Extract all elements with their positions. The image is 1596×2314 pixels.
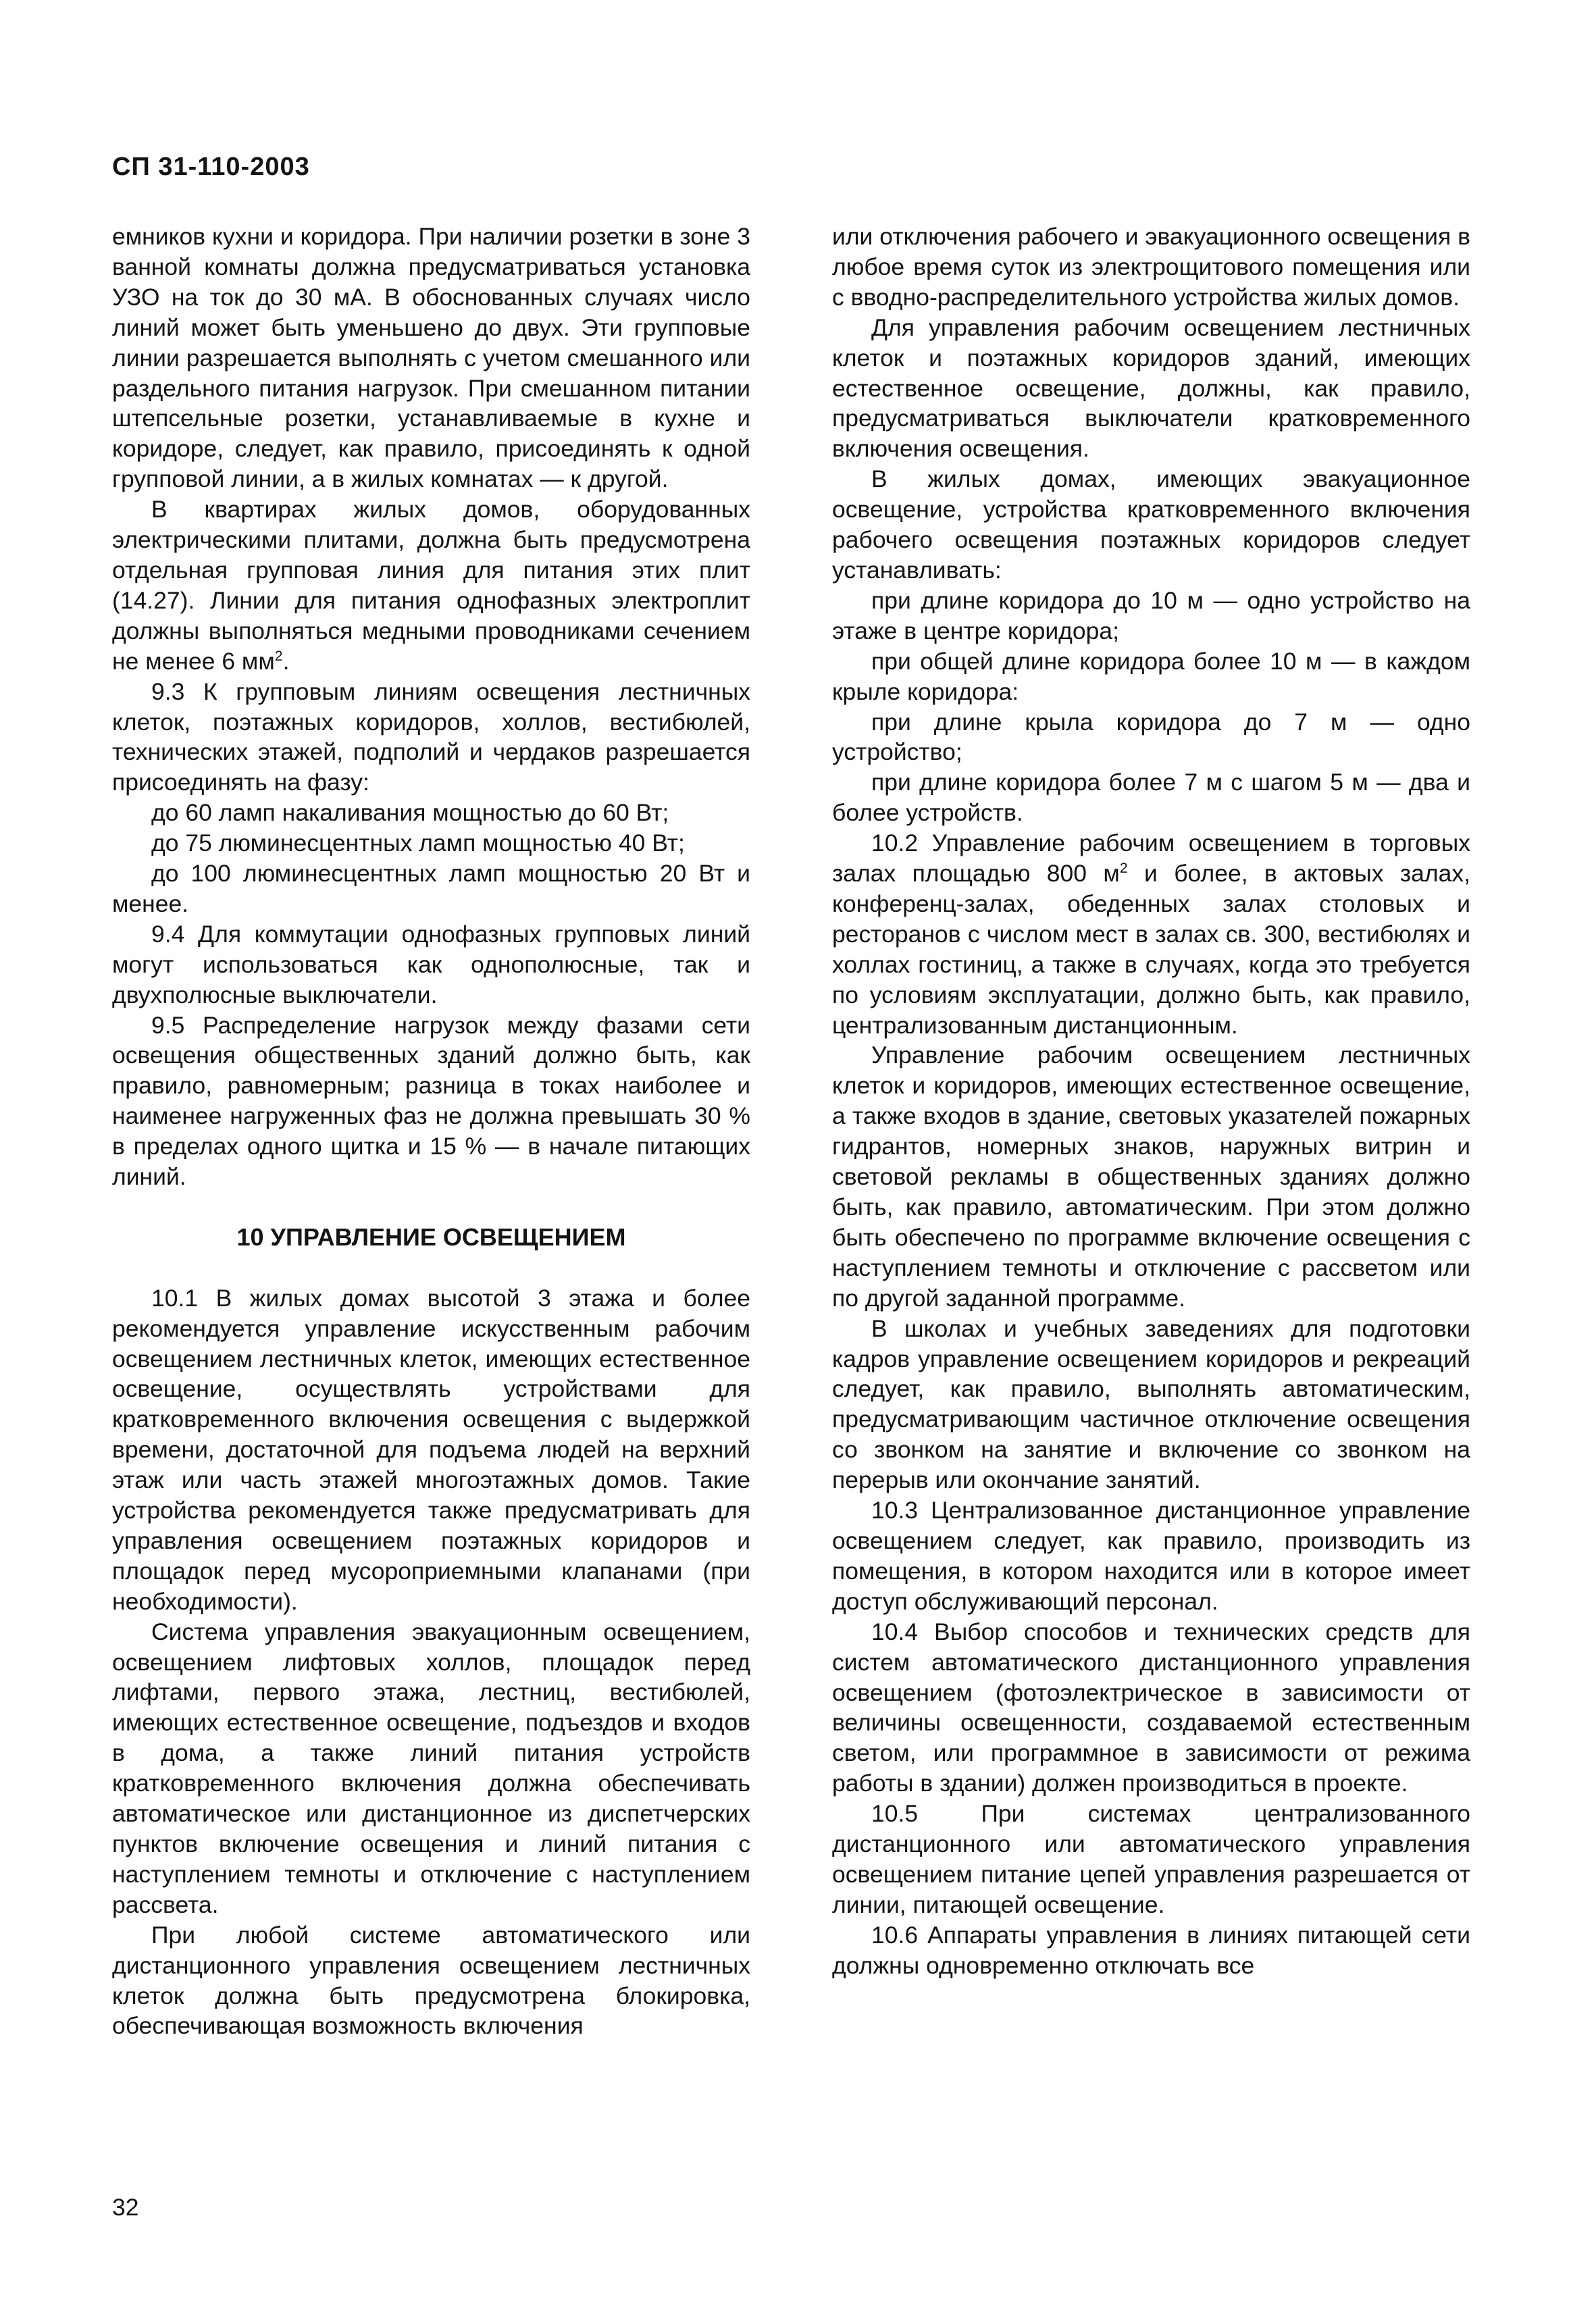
superscript: 2 xyxy=(274,647,283,664)
left-column xyxy=(112,222,750,2041)
paragraph: В школах и учебных заведениях для подготовки кадров управление освещением коридоров и рекреаций следует, как правило, выполнять автоматическим, предусматривающим частичное отключение освещения со звонком на занятие и включение со звонком на перерыв или окончание занятий. xyxy=(832,1314,1470,1494)
paragraph: или отключения рабочего и эвакуационного освещения в любое время суток из электрощитового помещения или с вводно-распределительного устройства жилых домов. xyxy=(832,223,1470,311)
paragraph-text: и более, в актовых залах, конференц-залах, обеденных залах столовых и ресторанов с числом мест в залах св. 300, вестибюлях и холлах гостиниц, а также в случаях, когда это требуется по условиям эксплуатации, должно быть, как правило, централизованным дистанционным. xyxy=(832,860,1471,1039)
list-item: до 75 люминесцентных ламп мощностью 40 Вт; xyxy=(151,829,685,857)
list-item: до 100 люминесцентных ламп мощностью 20 Вт и менее. xyxy=(112,860,750,917)
right-column xyxy=(832,222,1470,1981)
paragraph: 10.5 При системах централизованного дистанционного или автоматического управления освещением питание цепей управления разрешается от линии, питающей освещение. xyxy=(832,1800,1470,1918)
section-heading: 10 УПРАВЛЕНИЕ ОСВЕЩЕНИЕМ xyxy=(236,1223,626,1251)
list-item: при общей длине коридора более 10 м — в каждом крыле коридора: xyxy=(832,647,1470,705)
list-item: до 60 ламп накаливания мощностью до 60 Вт; xyxy=(151,799,669,827)
page-number: 32 xyxy=(112,2194,139,2221)
paragraph-text: В квартирах жилых домов, оборудованных электрическими плитами, должна быть предусмотрена отдельная групповая линия для питания этих плит (14.27). Линии для питания однофазных электроплит должны выполняться медными проводниками сечением не менее 6 мм xyxy=(112,496,750,675)
superscript: 2 xyxy=(1119,860,1128,877)
paragraph: 9.5 Распределение нагрузок между фазами сети освещения общественных зданий должно быть, как правило, равномерным; разница в токах наиболее и наименее нагруженных фаз не должна превышать 30 % в пределах одного щитка и 15 % — в начале питающих линий. xyxy=(112,1011,750,1191)
paragraph: 10.6 Аппараты управления в линиях питающей сети должны одновременно отключать все xyxy=(832,1921,1470,1979)
list-item: при длине коридора более 7 м с шагом 5 м — два и более устройств. xyxy=(832,769,1470,827)
paragraph: В квартирах жилых домов, оборудованных электрическими плитами, должна быть предусмотрена отдельная групповая линия для питания этих плит (14.27). Линии для питания однофазных электроплит должны выполняться медными проводниками сечением не менее 6 $мм^2$. xyxy=(112,496,750,675)
paragraph: Система управления эвакуационным освещением, освещением лифтовых холлов, площадок перед лифтами, первого этажа, лестниц, вестибюлей, имеющих естественное освещение, подъездов и входов в дома, а также линий питания устройств кратковременного включения должна обеспечивать автоматическое или дистанционное из диспетчерских пунктов включение освещения и линий питания с наступлением темноты и отключение с наступлением рассвета. xyxy=(112,1618,750,1918)
paragraph-text: 10.2 Управление рабочим освещением в торговых залах площадью 800 м xyxy=(832,829,1470,888)
paragraph: емников кухни и коридора. При наличии розетки в зоне 3 ванной комнаты должна предусматриваться установка УЗО на ток до 30 мА. В обоснованных случаях число линий может быть уменьшено до двух. Эти групповые линии разрешается выполнять с учетом смешанного или раздельного питания нагрузок. При смешанном питании штепсельные розетки, устанавливаемые в кухне и коридоре, следует, как правило, присоединять к одной групповой линии, а в жилых комнатах — к другой. xyxy=(112,223,750,493)
paragraph: 10.4 Выбор способов и технических средств для систем автоматического дистанционного управления освещением (фотоэлектрическое в зависимости от величины освещенности, создаваемой естественным светом, или программное в зависимости от режима работы в здании) должен производиться в проекте. xyxy=(832,1618,1470,1797)
paragraph: Управление рабочим освещением лестничных клеток и коридоров, имеющих естественное освещение, а также входов в здание, световых указателей пожарных гидрантов, номерных знаков, наружных витрин и световой рекламы в общественных зданиях должно быть, как правило, автоматическим. При этом должно быть обеспечено по программе включение освещения с наступлением темноты и отключение с рассветом или по другой заданной программе. xyxy=(832,1042,1470,1312)
list-item: при длине коридора до 10 м — одно устройство на этаже в центре коридора; xyxy=(832,586,1470,644)
paragraph: 10.1 В жилых домах высотой 3 этажа и более рекомендуется управление искусственным рабочим освещением лестничных клеток, имеющих естественное освещение, осуществлять устройствами для кратковременного включения освещения с выдержкой времени, достаточной для подъема людей на верхний этаж или часть этажей многоэтажных домов. Такие устройства рекомендуется также предусматривать для управления освещением поэтажных коридоров и площадок перед мусороприемными клапанами (при необходимости). xyxy=(112,1284,750,1615)
paragraph xyxy=(832,828,1470,1040)
paragraph: 10.3 Централизованное дистанционное управление освещением следует, как правило, производить из помещения, в котором находится или в которое имеет доступ обслуживающий персонал. xyxy=(832,1497,1470,1615)
paragraph: Для управления рабочим освещением лестничных клеток и поэтажных коридоров зданий, имеющих естественное освещение, должны, как правило, предусматриваться выключатели кратковременного включения освещения. xyxy=(832,313,1470,463)
paragraph: При любой системе автоматического или дистанционного управления освещением лестничных клеток должна быть предусмотрена блокировка, обеспечивающая возможность включения xyxy=(112,1921,750,2040)
paragraph: 9.4 Для коммутации однофазных групповых линий могут использоваться как однополюсные, так и двухполюсные выключатели. xyxy=(112,920,750,1008)
paragraph: В жилых домах, имеющих эвакуационное освещение, устройства кратковременного включения рабочего освещения поэтажных коридоров следует устанавливать: xyxy=(832,465,1470,584)
paragraph: 9.3 К групповым линиям освещения лестничных клеток, поэтажных коридоров, холлов, вестибюлей, технических этажей, подполий и чердаков разрешается присоединять на фазу: xyxy=(112,677,750,796)
list-item: при длине крыла коридора до 7 м — одно устройство; xyxy=(832,708,1470,766)
document-code: СП 31-110-2003 xyxy=(112,153,310,181)
